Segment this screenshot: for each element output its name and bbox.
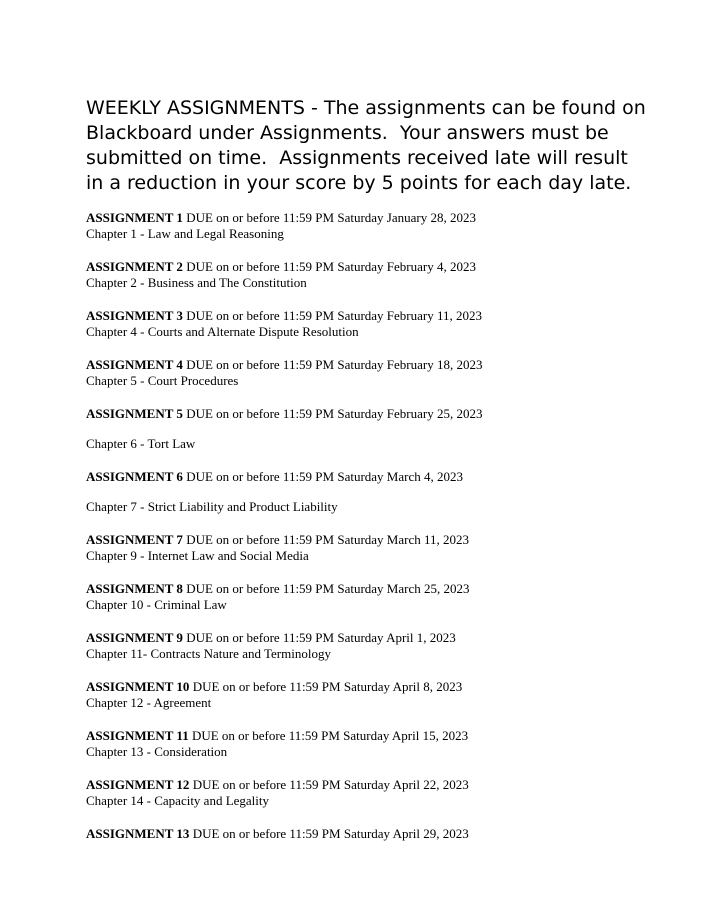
assignment-item <box>86 532 646 564</box>
assignment-chapter: Chapter 7 - Strict Liability and Product Liability <box>86 499 338 514</box>
assignment-chapter: Chapter 11- Contracts Nature and Terminology <box>86 646 331 661</box>
assignment-chapter: Chapter 12 - Agreement <box>86 695 212 710</box>
assignment-label: ASSIGNMENT 11 <box>86 728 189 743</box>
weekly-assignments-intro: WEEKLY ASSIGNMENTS - The assignments can be found on Blackboard under Assignments. Your answers must be submitted on time. Assignments received late will result in a reduction in your score by 5 points for each day late. <box>86 97 652 194</box>
assignment-due: DUE on or before 11:59 PM Saturday March 25, 2023 <box>186 581 470 596</box>
assignment-label: ASSIGNMENT 3 <box>86 308 183 323</box>
assignment-chapter: Chapter 2 - Business and The Constitution <box>86 275 307 290</box>
assignment-item <box>86 210 646 242</box>
assignment-label: ASSIGNMENT 9 <box>86 630 183 645</box>
assignment-item <box>86 357 646 389</box>
assignment-due: DUE on or before 11:59 PM Saturday February 11, 2023 <box>186 308 483 323</box>
document-page <box>86 96 652 859</box>
assignment-chapter: Chapter 13 - Consideration <box>86 744 228 759</box>
assignment-label: ASSIGNMENT 1 <box>86 210 183 225</box>
assignment-label: ASSIGNMENT 12 <box>86 777 190 792</box>
assignment-item <box>86 630 646 662</box>
assignment-label: ASSIGNMENT 13 <box>86 826 190 841</box>
assignment-chapter: Chapter 5 - Court Procedures <box>86 373 239 388</box>
assignment-due: DUE on or before 11:59 PM Saturday February 18, 2023 <box>186 357 483 372</box>
assignment-chapter: Chapter 10 - Criminal Law <box>86 597 227 612</box>
assignment-item <box>86 826 646 842</box>
assignment-item <box>86 469 646 515</box>
assignment-due: DUE on or before 11:59 PM Saturday April 22, 2023 <box>192 777 469 792</box>
assignment-due: DUE on or before 11:59 PM Saturday February 4, 2023 <box>186 259 476 274</box>
assignment-label: ASSIGNMENT 7 <box>86 532 183 547</box>
assignment-due: DUE on or before 11:59 PM Saturday January 28, 2023 <box>186 210 476 225</box>
assignment-label: ASSIGNMENT 8 <box>86 581 183 596</box>
assignment-due: DUE on or before 11:59 PM Saturday February 25, 2023 <box>186 406 483 421</box>
assignment-item <box>86 581 646 613</box>
assignment-label: ASSIGNMENT 4 <box>86 357 183 372</box>
assignment-chapter: Chapter 14 - Capacity and Legality <box>86 793 270 808</box>
assignment-chapter: Chapter 1 - Law and Legal Reasoning <box>86 226 284 241</box>
assignment-item <box>86 308 646 340</box>
assignment-label: ASSIGNMENT 2 <box>86 259 183 274</box>
assignment-item <box>86 728 646 760</box>
assignment-due: DUE on or before 11:59 PM Saturday April 1, 2023 <box>186 630 456 645</box>
assignment-item <box>86 406 646 452</box>
assignment-list <box>86 210 646 842</box>
assignment-chapter: Chapter 9 - Internet Law and Social Media <box>86 548 309 563</box>
assignment-item <box>86 679 646 711</box>
assignment-label: ASSIGNMENT 10 <box>86 679 190 694</box>
assignment-due: DUE on or before 11:59 PM Saturday March 4, 2023 <box>186 469 463 484</box>
assignment-label: ASSIGNMENT 6 <box>86 469 183 484</box>
assignment-chapter: Chapter 4 - Courts and Alternate Dispute Resolution <box>86 324 359 339</box>
assignment-item <box>86 259 646 291</box>
assignment-due: DUE on or before 11:59 PM Saturday March 11, 2023 <box>186 532 470 547</box>
assignment-due: DUE on or before 11:59 PM Saturday April 29, 2023 <box>192 826 469 841</box>
assignment-item <box>86 777 646 809</box>
assignment-due: DUE on or before 11:59 PM Saturday April 15, 2023 <box>191 728 469 743</box>
assignment-chapter: Chapter 6 - Tort Law <box>86 436 196 451</box>
assignment-due: DUE on or before 11:59 PM Saturday April 8, 2023 <box>192 679 463 694</box>
assignment-label: ASSIGNMENT 5 <box>86 406 183 421</box>
